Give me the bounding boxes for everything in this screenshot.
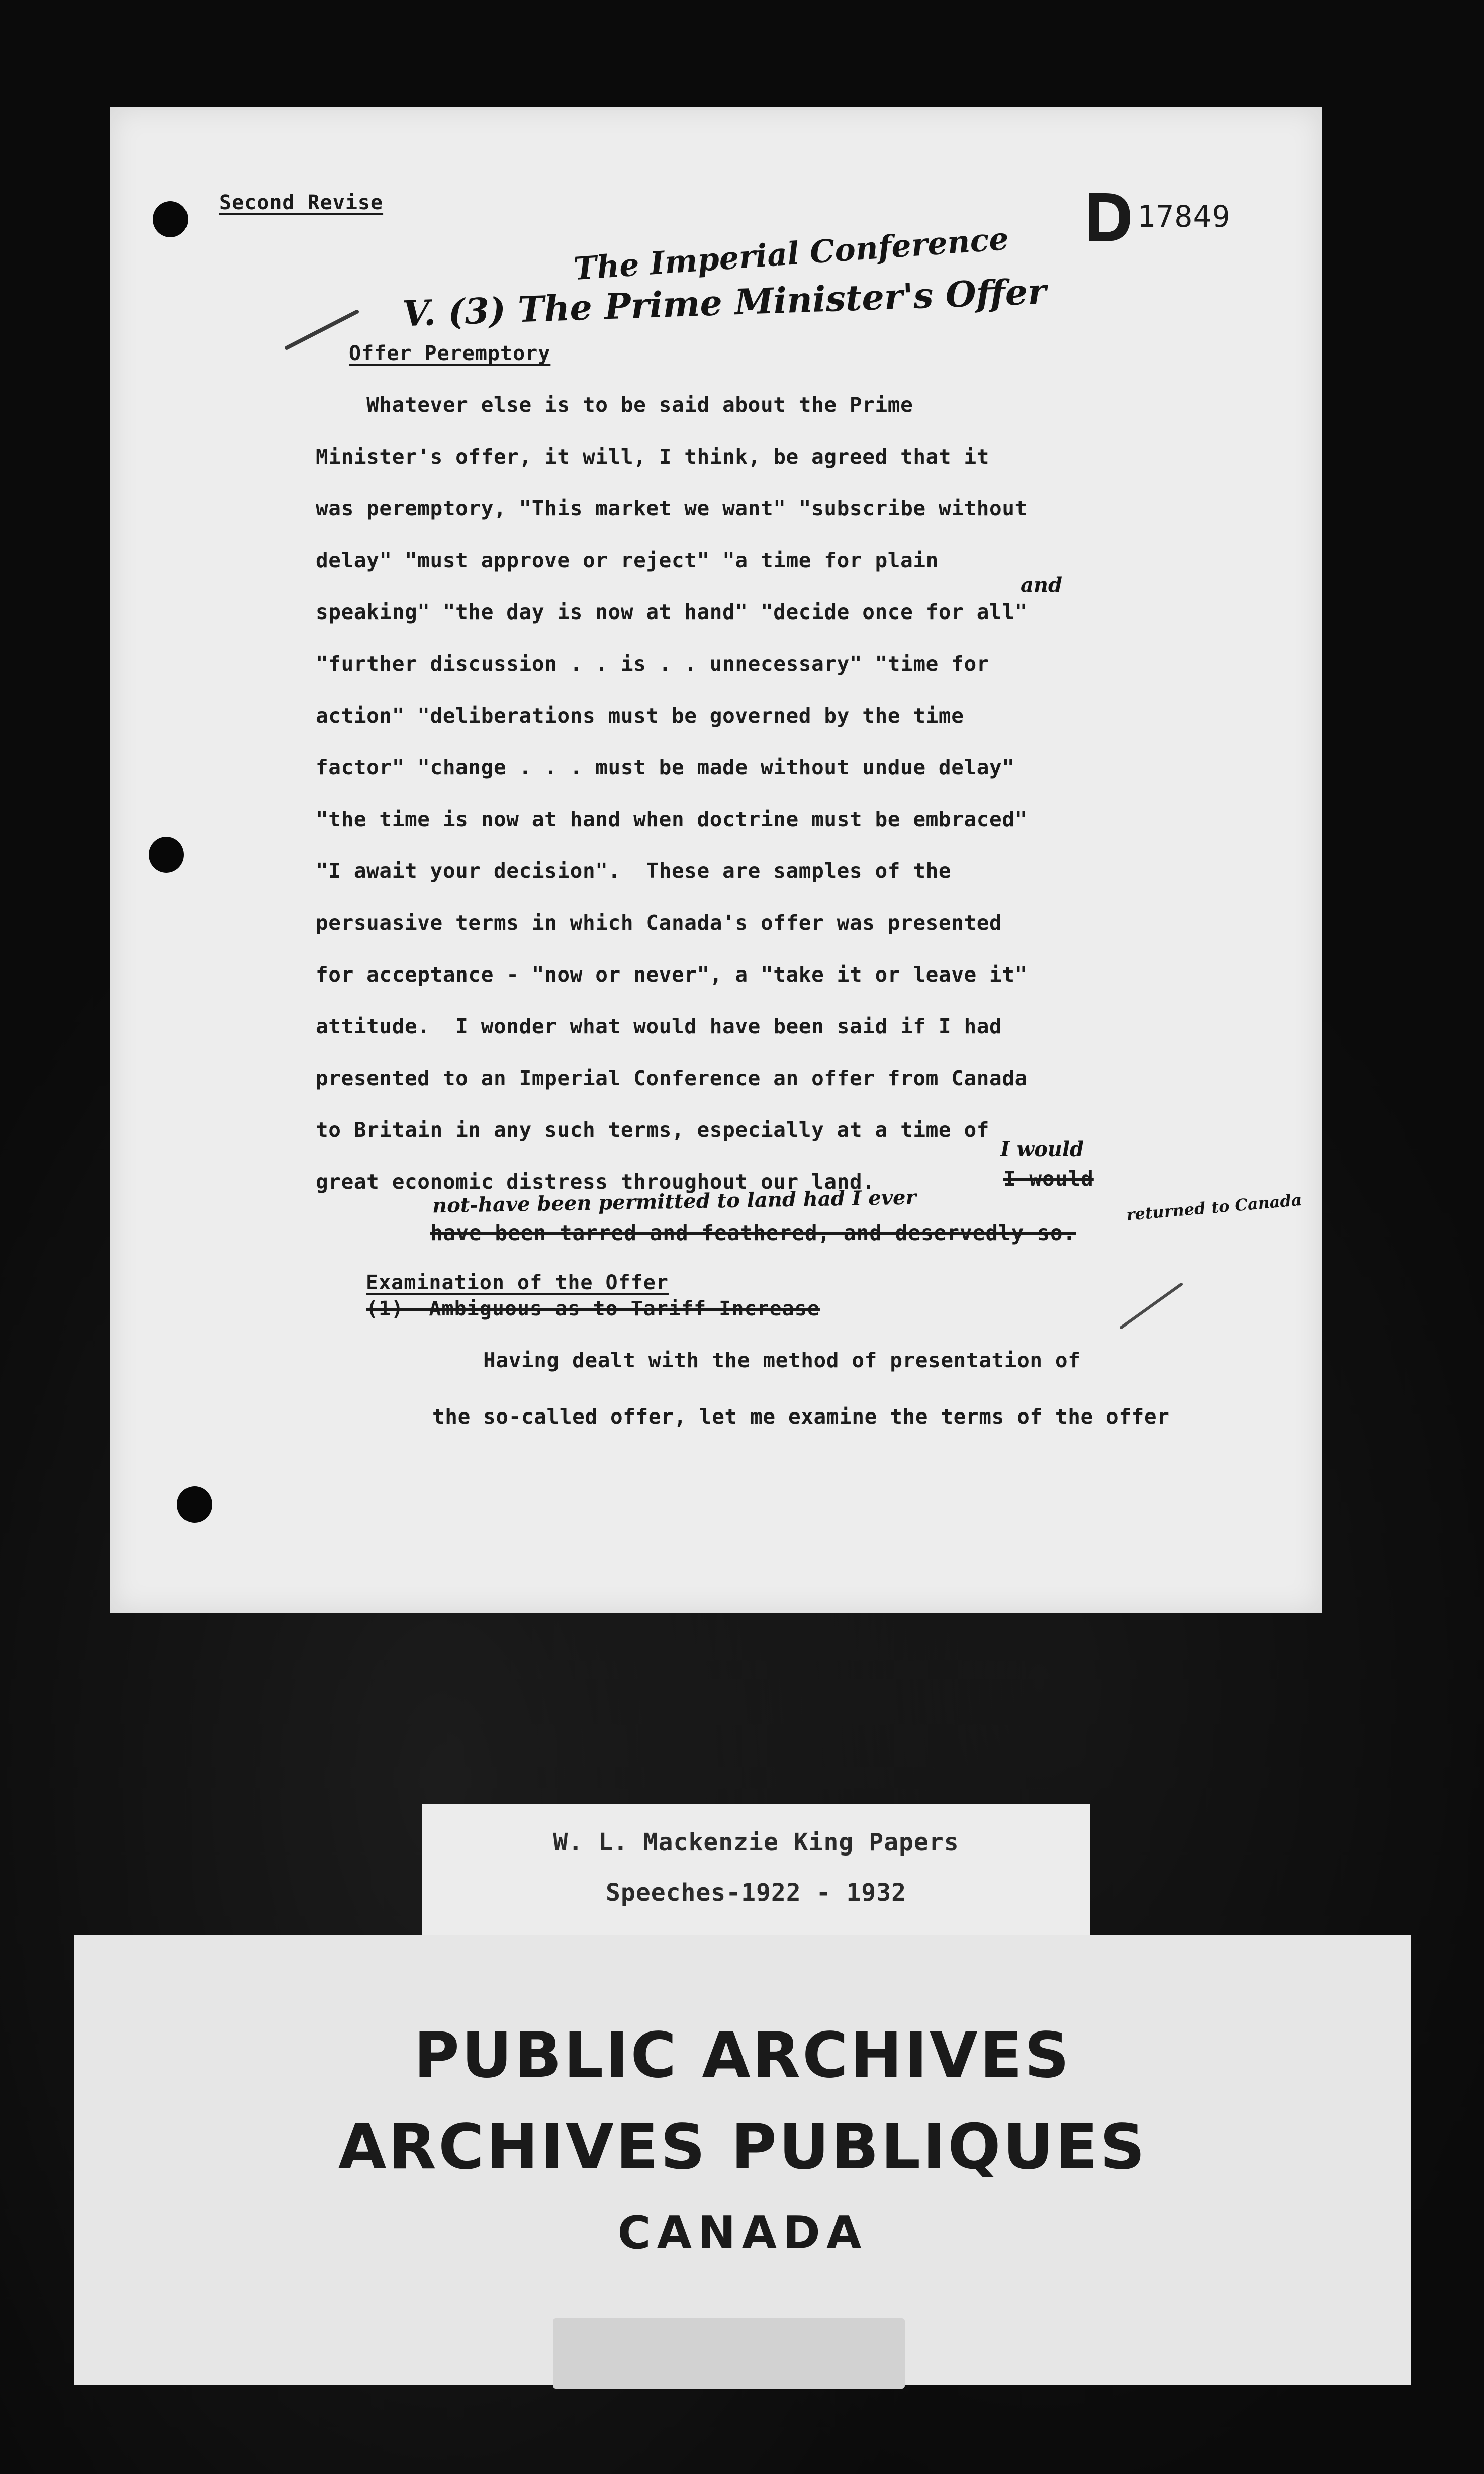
- handwritten-title-top: The Imperial Conference: [572, 220, 1010, 288]
- label-tab: [553, 2318, 905, 2389]
- archives-name-french: ARCHIVES PUBLIQUES: [338, 2111, 1147, 2183]
- body-line: persuasive terms in which Canada's offer was presented: [316, 911, 1002, 935]
- body-line: presented to an Imperial Conference an offer from Canada: [316, 1066, 1028, 1090]
- body-line: "further discussion . . is . . unnecessary" "time for: [316, 652, 990, 676]
- body-line: delay" "must approve or reject" "a time for plain: [316, 548, 939, 572]
- body-line: attitude. I wonder what would have been said if I had: [316, 1014, 1002, 1038]
- punch-hole-middle: [149, 837, 184, 873]
- body-line: to Britain in any such terms, especially at a time of: [316, 1118, 990, 1142]
- section-heading-examination: Examination of the Offer: [366, 1271, 669, 1294]
- handwritten-title-main: V. (3) The Prime Minister's Offer: [401, 270, 1047, 335]
- body-line: speaking" "the day is now at hand" "decide once for all": [316, 600, 1028, 624]
- pencil-margin-mark: [1116, 1277, 1186, 1333]
- section-heading-offer-peremptory: Offer Peremptory: [349, 342, 551, 365]
- body-line: was peremptory, "This market we want" "subscribe without: [316, 496, 1028, 520]
- body-line: for acceptance - "now or never", a "take it or leave it": [316, 962, 1028, 987]
- revision-label: Second Revise: [219, 191, 384, 214]
- body-line: action" "deliberations must be governed by the time: [316, 703, 964, 728]
- document-number: 17849: [1137, 199, 1231, 234]
- body-line: Whatever else is to be said about the Prime: [316, 393, 913, 417]
- body-line: "the time is now at hand when doctrine must be embraced": [316, 807, 1028, 831]
- body-line: "I await your decision". These are samples of the: [316, 859, 952, 883]
- pencil-tick-mark: [282, 282, 362, 352]
- handwritten-insert-margin: returned to Canada: [1126, 1190, 1303, 1225]
- handwritten-insert-line: not-have been permitted to land had I ever: [432, 1185, 916, 1218]
- papers-label: [422, 1804, 1090, 1940]
- struck-subheading: (1) Ambiguous as to Tariff Increase: [366, 1297, 820, 1320]
- document-number-mark: [1086, 191, 1132, 243]
- section1-body: [316, 387, 1271, 1216]
- body-line: Minister's offer, it will, I think, be agreed that it: [316, 445, 990, 469]
- handwritten-insert-above: I would: [1000, 1137, 1084, 1161]
- punch-hole-bottom: [177, 1486, 212, 1523]
- handwritten-and-insert: and: [1021, 573, 1062, 597]
- body-line: great economic distress throughout our land.: [316, 1170, 875, 1194]
- body-line: the so-called offer, let me examine the terms of the offer: [432, 1404, 1170, 1429]
- papers-collection-title: W. L. Mackenzie King Papers: [553, 1828, 959, 1857]
- papers-series-title: Speeches-1922 - 1932: [606, 1879, 906, 1907]
- body-line: Having dealt with the method of presentation of: [432, 1348, 1081, 1372]
- struck-text-line: have been tarred and feathered, and deservedly so.: [430, 1221, 1076, 1245]
- body-line: factor" "change . . . must be made without undue delay": [316, 755, 1015, 779]
- punch-hole-top: [153, 201, 188, 237]
- struck-text-end: I would: [1003, 1167, 1094, 1191]
- archives-name-english: PUBLIC ARCHIVES: [414, 2019, 1071, 2092]
- archives-country: CANADA: [617, 2206, 868, 2259]
- d-stamp-icon: [1086, 191, 1132, 243]
